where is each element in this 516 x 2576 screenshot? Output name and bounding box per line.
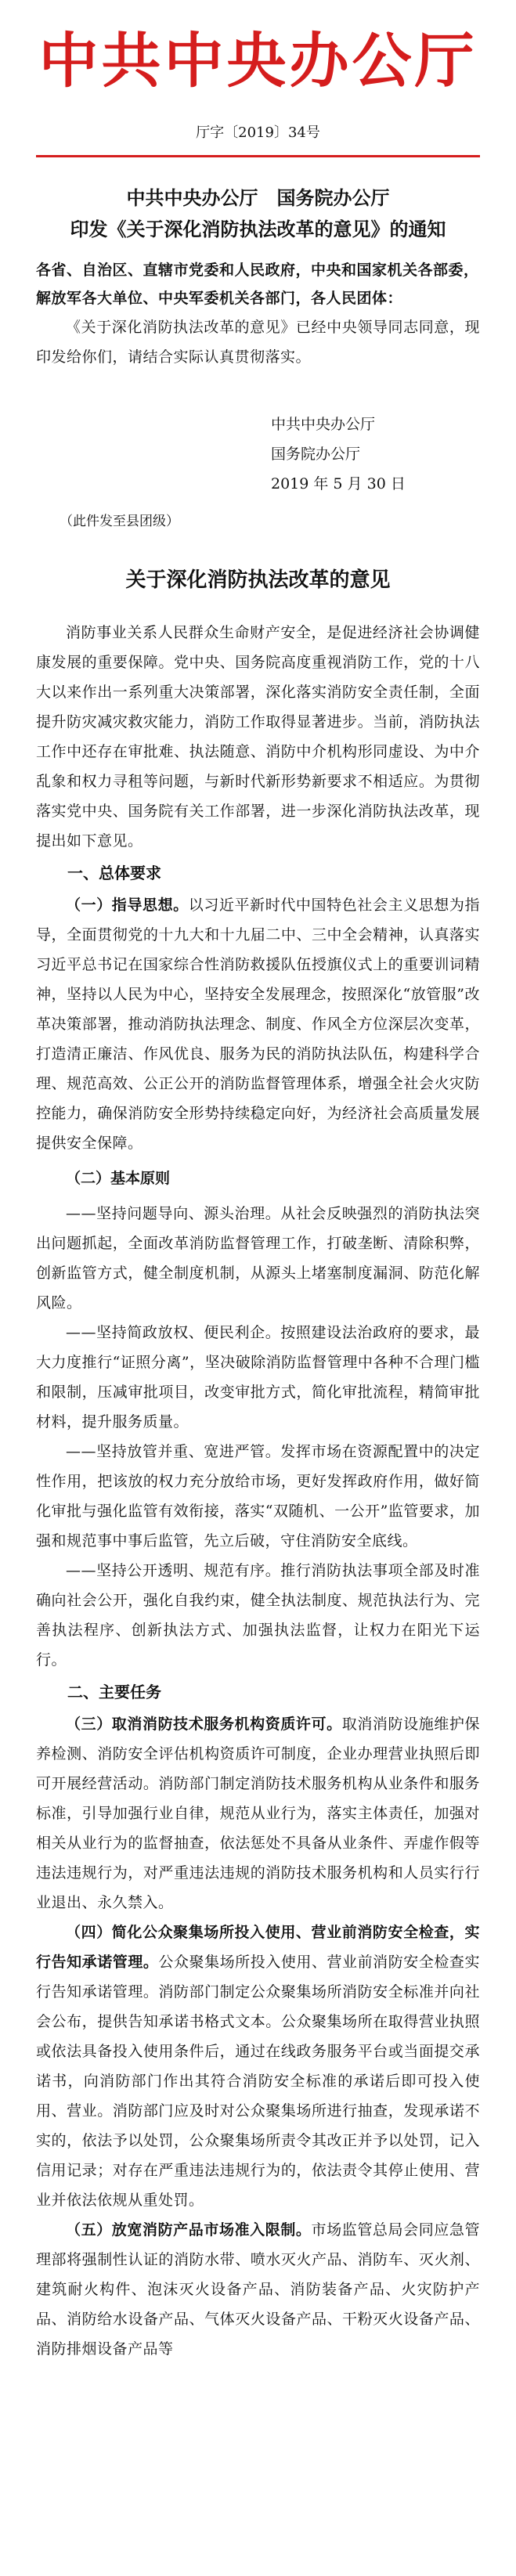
red-divider-line [36,155,480,157]
notice-body: 《关于深化消防执法改革的意见》已经中央领导同志同意，现印发给你们，请结合实际认真贯彻落实。 [36,319,480,366]
guiding-ideology-text: 以习近平新时代中国特色社会主义思想为指导，全面贯彻党的十九大和十九届二中、三中全会精神，认真落实习近平总书记在国家综合性消防救援队伍授旗仪式上的重要训词精神，坚持以人民为中心，坚持安全发展理念，按照深化“放管服”改革决策部署，推动消防执法理念、制度、作风全方位深层次变革，打造清正廉洁、作风优良、服务为民的消防执法队伍，构建科学合理、规范高效、公正公开的消防监督管理体系，增强全社会火灾防控能力，确保消防安全形势持续稳定向好，为经济社会高质量发展提供安全保障。 [36,897,480,1152]
task-5-text: 市场监管总局会同应急管理部将强制性认证的消防水带、喷水灭火产品、消防车、灭火剂、建筑耐火构件、泡沫灭火设备产品、消防装备产品、火灾防护产品、消防给水设备产品、气体灭火设备产品、干粉灭火设备产品、消防排烟设备产品等 [36,2221,480,2358]
section-2-heading: 二、主要任务 [67,1683,161,1701]
task-3-text: 取消消防设施维护保养检测、消防安全评估机构资质许可制度，企业办理营业执照后即可开展经营活动。消防部门制定消防技术服务机构从业条件和服务标准，引导加强行业自律，规范从业行为，落实主体责任，加强对相关从业行为的监督抽查，依法惩处不具备从业条件、弄虚作假等违法违规行为，对严重违法违规的消防技术服务机构和人员实行行业退出、永久禁入。 [36,1716,480,1911]
opinion-intro: 消防事业关系人民群众生命财产安全，是促进经济社会协调健康发展的重要保障。党中央、国务院高度重视消防工作，党的十八大以来作出一系列重大决策部署，深化落实消防安全责任制，全面提升防灾减灾救灾能力，消防工作取得显著进步。当前，消防执法工作中还存在审批难、执法随意、消防中介机构形同虚设、为中介乱象和权力寻租等问题，与新时代新形势新要求不相适应。为贯彻落实党中央、国务院有关工作部署，进一步深化消防执法改革，现提出如下意见。 [36,624,480,850]
issuing-org-header: 中共中央办公厅 [38,26,478,96]
task-4-label: （四）简化公众聚集场所投入使用、营业前消防安全检查，实行告知承诺管理。 [36,1924,480,1971]
principle-1: ——坚持问题导向、源头治理。从社会反映强烈的消防执法突出问题抓起，全面改革消防监督管理工作，打破垄断、清除积弊，创新监管方式，健全制度机制，从源头上堵塞制度漏洞、防范化解风险。 [36,1205,480,1311]
notice-title-line2: 印发《关于深化消防执法改革的意见》的通知 [70,218,446,240]
notice-addressee: 各省、自治区、直辖市党委和人民政府，中央和国家机关各部委，解放军各大单位、中央军委机关各部门，各人民团体： [36,262,479,307]
signature-block [36,409,480,499]
document-number: 厅字〔2019〕34号 [196,124,320,141]
document-page [0,23,516,2576]
notice-title [36,182,480,245]
signature-org-1: 中共中央办公厅 [271,416,376,433]
task-4-paragraph [36,1918,480,2215]
task-3-label: （三）取消消防技术服务机构资质许可。 [66,1716,342,1733]
section-1-heading: 一、总体要求 [67,864,161,882]
task-5-label: （五）放宽消防产品市场准入限制。 [66,2221,312,2239]
guiding-ideology-label: （一）指导思想。 [66,897,189,914]
principle-2: ——坚持简政放权、便民利企。按照建设法治政府的要求，最大力度推行“证照分离”，坚决破除消防监督管理中各种不合理门槛和限制，压减审批项目，改变审批方式，简化审批流程，精简审批材料，提升服务质量。 [36,1324,480,1431]
distribution-note: （此件发至县团级） [60,514,179,529]
signature-date: 2019 年 5 月 30 日 [271,475,406,492]
basic-principles-heading: （二）基本原则 [66,1170,171,1187]
task-3-paragraph [36,1709,480,1918]
principle-3: ——坚持放管并重、宽进严管。发挥市场在资源配置中的决定性作用，把该放的权力充分放给市场，更好发挥政府作用，做好简化审批与强化监管有效衔接，落实“双随机、一公开”监管要求，加强和规范事中事后监管，先立后破，守住消防安全底线。 [36,1443,480,1550]
principle-4: ——坚持公开透明、规范有序。推行消防执法事项全部及时准确向社会公开，强化自我约束，健全执法制度、规范执法行为、完善执法程序、创新执法方式、加强执法监督，让权力在阳光下运行。 [36,1562,480,1669]
notice-title-line1: 中共中央办公厅 国务院办公厅 [126,186,390,209]
guiding-ideology-paragraph [36,890,480,1158]
task-5-paragraph [36,2215,480,2364]
signature-org-2: 国务院办公厅 [271,446,361,463]
opinion-title: 关于深化消防执法改革的意见 [125,568,391,592]
task-4-text: 公众聚集场所投入使用、营业前消防安全检查实行告知承诺管理。消防部门制定公众聚集场所消防安全标准并向社会公布，提供告知承诺书格式文本。公众聚集场所在取得营业执照或依法具备投入使用条件后，通过在线政务服务平台或当面提交承诺书，向消防部门作出其符合消防安全标准的承诺后即可投入使用、营业。消防部门应及时对公众聚集场所进行抽查，发现承诺不实的，依法予以处罚，公众聚集场所责令其改正并予以处罚，记入信用记录；对存在严重违法违规行为的，依法责令其停止使用、营业并依法依规从重处罚。 [36,1954,480,2209]
